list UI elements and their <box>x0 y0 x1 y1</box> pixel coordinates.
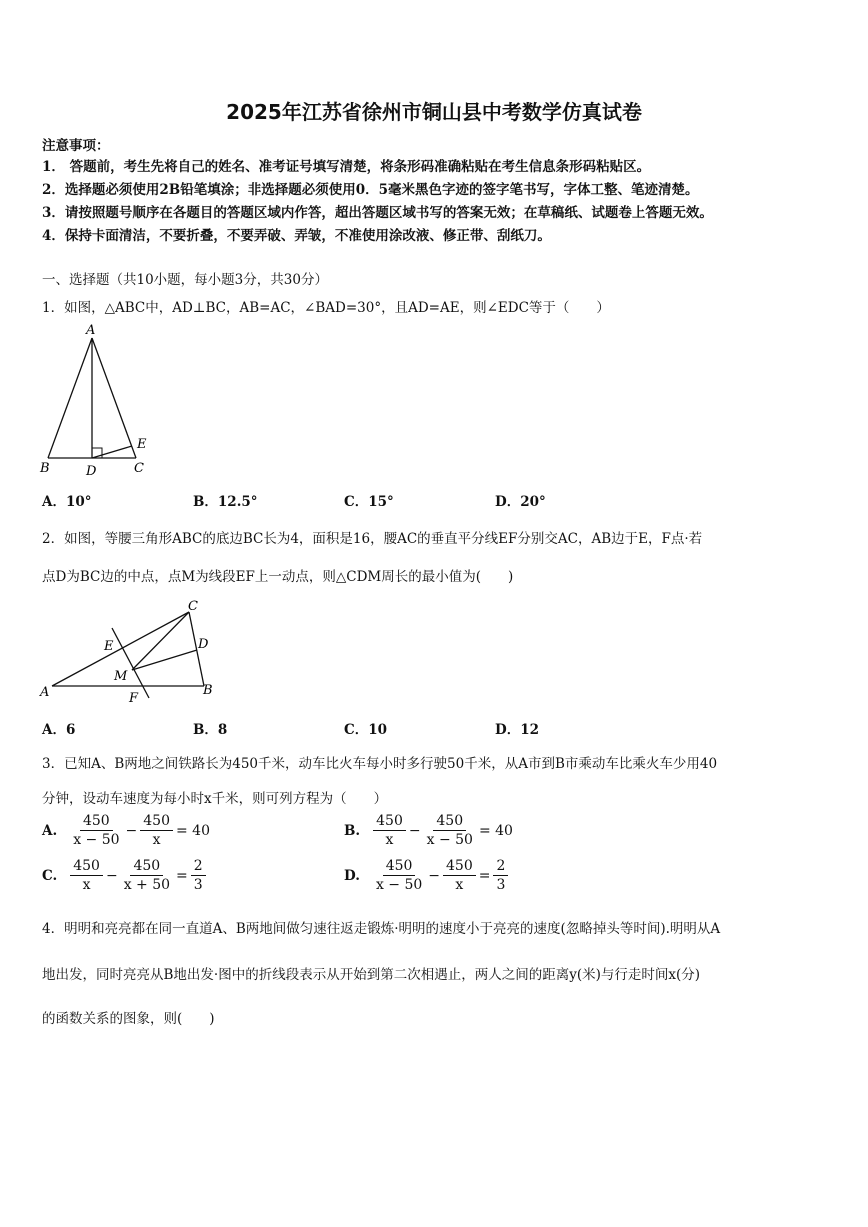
numerator: 450 <box>80 812 113 831</box>
q4-line-3: 的函数关系的图象，则( ) <box>42 1011 215 1027</box>
numerator: 450 <box>443 857 476 876</box>
notice-item-4: 4．保持卡面清洁，不要折叠，不要弄破、弄皱，不准使用涂改液、修正带、刮纸刀。 <box>42 228 551 244</box>
fraction <box>493 857 508 894</box>
q2-label-d: D <box>198 637 209 652</box>
rhs: = 40 <box>176 822 210 839</box>
q4-line-2: 地出发，同时亮亮从B地出发·图中的折线段表示从开始到第二次相遇止，两人之间的距离y(米)与行走时间x(分) <box>42 967 701 983</box>
section-heading: 一、选择题（共10小题，每小题3分，共30分） <box>42 272 328 288</box>
q3-option-a-label: A. <box>42 822 58 839</box>
q3-option-b-label: B. <box>344 822 361 839</box>
fraction <box>443 857 476 894</box>
fraction <box>373 857 425 894</box>
q3-option-b[interactable] <box>344 812 515 849</box>
q2-line-1: 2．如图，等腰三角形ABC的底边BC长为4，面积是16，腰AC的垂直平分线EF分别交AC，AB边于E，F点·若 <box>42 531 703 547</box>
q3-option-d[interactable] <box>344 857 509 894</box>
q2-label-c: C <box>188 599 198 614</box>
q2-label-f: F <box>129 691 139 706</box>
notice-heading: 注意事项： <box>42 138 110 154</box>
numerator: 450 <box>130 857 163 876</box>
q3-option-a[interactable] <box>42 812 212 849</box>
q3-option-c-label: C. <box>42 867 58 884</box>
numerator: 450 <box>373 812 406 831</box>
q2-label-b: B <box>203 683 213 698</box>
q2-line-2: 点D为BC边的中点，点M为线段EF上一动点，则△CDM周长的最小值为( ) <box>42 569 514 585</box>
q3-line-2: 分钟，设动车速度为每小时x千米，则可列方程为（ ） <box>42 791 388 807</box>
q1-label-e: E <box>137 437 147 452</box>
denominator: 3 <box>496 877 506 893</box>
q1-label-b: B <box>40 461 50 476</box>
fraction <box>373 812 406 849</box>
q2-label-e: E <box>104 639 114 654</box>
q2-option-c[interactable]: C．10 <box>344 722 388 738</box>
q1-figure <box>36 320 156 482</box>
rhs: = 40 <box>478 822 513 839</box>
notice-item-1: 1． 答题前，考生先将自己的姓名、准考证号填写清楚，将条形码准确粘贴在考生信息条形码粘贴区。 <box>42 159 651 175</box>
fraction <box>140 812 173 849</box>
q3-option-c[interactable] <box>42 857 207 894</box>
q1-option-a[interactable]: A．10° <box>42 494 92 510</box>
q2-option-b[interactable]: B．8 <box>193 722 228 738</box>
equals: = <box>478 867 491 884</box>
q2-label-m: M <box>114 669 128 684</box>
denominator: 3 <box>193 877 203 893</box>
numerator: 2 <box>493 857 508 876</box>
q2-bisector-ef <box>112 628 149 698</box>
denominator: x + 50 <box>123 877 171 893</box>
q1-label-c: C <box>134 461 144 476</box>
denominator: x − 50 <box>73 832 120 848</box>
q1-option-b[interactable]: B．12.5° <box>193 494 258 510</box>
q1-side-ac <box>92 338 136 458</box>
fraction <box>424 812 476 849</box>
q2-label-a: A <box>40 685 50 700</box>
fraction <box>70 857 103 894</box>
denominator: x − 50 <box>426 832 473 848</box>
equals: = <box>176 867 188 884</box>
q1-option-c[interactable]: C．15° <box>344 494 394 510</box>
q1-label-d: D <box>86 464 97 479</box>
denominator: x <box>385 832 394 848</box>
q1-label-a: A <box>86 323 96 338</box>
q3-option-d-label: D. <box>344 867 360 884</box>
numerator: 450 <box>140 812 173 831</box>
fraction <box>191 857 206 894</box>
q2-figure <box>36 598 222 708</box>
q3-line-1: 3．已知A、B两地之间铁路长为450千米，动车比火车每小时多行驶50千米，从A市到B市乘动车比乘火车少用40 <box>42 756 718 772</box>
operator: − <box>105 867 118 884</box>
q1-side-ab <box>48 338 92 458</box>
q4-line-1: 4．明明和亮亮都在同一直道A、B两地间做匀速往返走锻炼·明明的速度小于亮亮的速度(忽略掉头等时间).明明从A <box>42 921 721 937</box>
fraction <box>70 812 122 849</box>
operator: − <box>125 822 138 839</box>
numerator: 450 <box>383 857 416 876</box>
denominator: x <box>152 832 161 848</box>
fraction <box>121 857 173 894</box>
numerator: 2 <box>191 857 206 876</box>
notice-item-2: 2．选择题必须使用2B铅笔填涂；非选择题必须使用0．5毫米黑色字迹的签字笔书写，字体工整、笔迹清楚。 <box>42 182 699 198</box>
page-title: 2025年江苏省徐州市铜山县中考数学仿真试卷 <box>226 100 642 124</box>
operator: − <box>408 822 421 839</box>
denominator: x <box>455 877 464 893</box>
denominator: x − 50 <box>375 877 423 893</box>
q1-text: 1．如图，△ABC中，AD⊥BC，AB=AC，∠BAD=30°，且AD=AE，则∠EDC等于（ ） <box>42 300 610 316</box>
notice-item-3: 3．请按照题号顺序在各题目的答题区域内作答，超出答题区域书写的答案无效；在草稿纸、试题卷上答题无效。 <box>42 205 713 221</box>
numerator: 450 <box>433 812 466 831</box>
operator: − <box>428 867 441 884</box>
q2-option-d[interactable]: D．12 <box>495 722 539 738</box>
numerator: 450 <box>70 857 103 876</box>
q2-option-a[interactable]: A．6 <box>42 722 76 738</box>
denominator: x <box>82 877 91 893</box>
q1-option-d[interactable]: D．20° <box>495 494 546 510</box>
